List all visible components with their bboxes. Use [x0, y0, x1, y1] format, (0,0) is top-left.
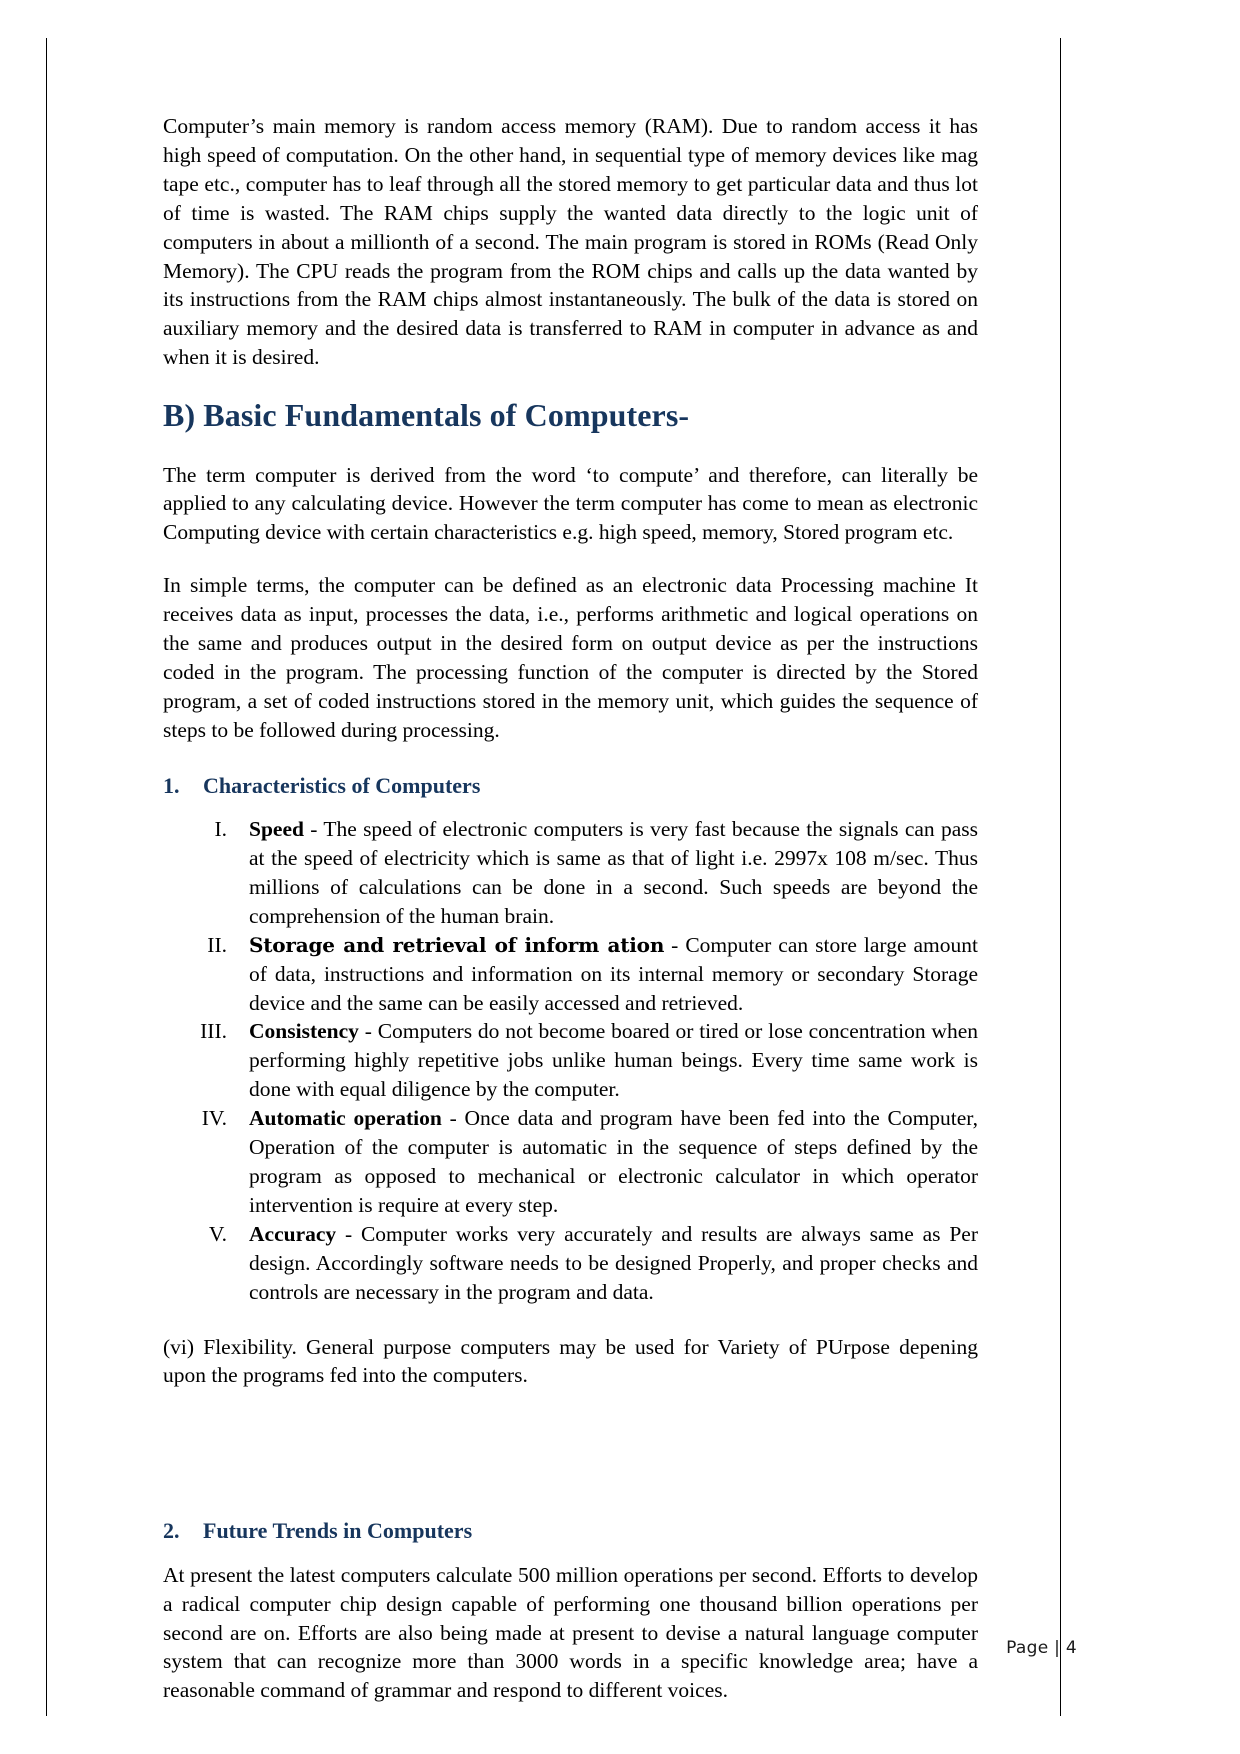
list-marker: III.: [200, 1019, 227, 1044]
subsection-heading-characteristics: [163, 773, 978, 799]
list-item-lead: Speed: [249, 817, 304, 842]
subsection-number: 2.: [163, 1518, 180, 1544]
list-item-text: - Computer can store large amount of data, instructions and information on its internal memory or secondary Storage device and the same can be easily accessed and retrieved.: [249, 932, 978, 1015]
list-item-body: [249, 1017, 978, 1104]
characteristics-list: [163, 815, 978, 1306]
list-item-body: [249, 931, 978, 1018]
section-b-paragraph-1: The term computer is derived from the word ‘to compute’ and therefore, can literally be applied to any calculating device. However the term computer has come to mean as electronic Computing device with certain characteristics e.g. high speed, memory, Stored program etc.: [163, 462, 978, 545]
spacer: [163, 1307, 978, 1333]
intro-paragraph: Computer’s main memory is random access memory (RAM). Due to random access it has high speed of computation. On the other hand, in sequential type of memory devices like mag tape etc., computer has to leaf through all the stored memory to get particular data and thus lot of time is wasted. The RAM chips supply the wanted data directly to the logic unit of computers in about a millionth of a second. The main program is stored in ROMs (Read Only Memory). The CPU reads the program from the ROM chips and calls up the data wanted by its instructions from the RAM chips almost instantaneously. The bulk of the data is stored on auxiliary memory and the desired data is transferred to RAM in computer in advance as and when it is desired.: [163, 114, 978, 370]
list-item-text: - Computers do not become boared or tired or lose concentration when performing highly repetitive jobs unlike human beings. Every time same work is done with equal diligence by the computer.: [249, 1019, 978, 1102]
subsection-title: Future Trends in Computers: [203, 1518, 473, 1544]
list-marker: V.: [208, 1221, 227, 1246]
list-item: [163, 815, 978, 931]
page-right-border-line: [1060, 38, 1061, 1716]
list-item-body: [249, 1220, 978, 1307]
list-item: [163, 1220, 978, 1307]
page-footer: Page | 4: [1006, 1638, 1077, 1658]
subsection-number: 1.: [163, 772, 180, 798]
list-marker: IV.: [201, 1106, 227, 1131]
future-trends-paragraph: At present the latest computers calculate 500 million operations per second. Efforts to develop a radical computer chip design capable of performing one thousand billion operations per second are on. Efforts are also being made at present to devise a natural language computer system that can recognize more than 3000 words in a specific knowledge area; have a reasonable command of grammar and respond to different voices.: [163, 1562, 978, 1703]
subsection-heading-future-trends: [163, 1518, 978, 1544]
list-item: [163, 1017, 978, 1104]
section-b-paragraph-2: In simple terms, the computer can be defined as an electronic data Processing machine It receives data as input, processes the data, i.e., performs arithmetic and logical operations on the same and produces output in the desired form on output device as per the instructions coded in the program. The processing function of the computer is directed by the Stored program, a set of coded instructions stored in the memory unit, which guides the sequence of steps to be followed during processing.: [163, 573, 978, 742]
spacer: [163, 1412, 978, 1490]
page-left-border-line: [46, 38, 47, 1716]
list-marker: I.: [214, 817, 227, 842]
list-item-body: [249, 1104, 978, 1220]
list-item-body: [249, 815, 978, 931]
flexibility-paragraph: (vi) Flexibility. General purpose computers may be used for Variety of PUrpose depening upon the programs fed into the computers.: [163, 1334, 978, 1388]
list-item-lead: Consistency: [249, 1019, 359, 1044]
list-item-lead: Accuracy: [249, 1221, 337, 1246]
list-marker: II.: [207, 932, 227, 957]
list-item-text: - Computer works very accurately and results are always same as Per design. Accordingly software needs to be designed Properly, and proper checks and controls are necessary in the program and data.: [249, 1221, 978, 1304]
section-heading-basic-fundamentals: B) Basic Fundamentals of Computers-: [163, 397, 690, 434]
list-item-lead: Storage and retrieval of inform ation: [249, 932, 665, 957]
list-item: [163, 1104, 978, 1220]
list-item-text: - Once data and program have been fed into the Computer, Operation of the computer is automatic in the sequence of steps defined by the program as opposed to mechanical or electronic calculator in which operator intervention is require at every step.: [249, 1106, 978, 1217]
list-item-text: - The speed of electronic computers is very fast because the signals can pass at the speed of electricity which is same as that of light i.e. 2997x 108 m/sec. Thus millions of calculations can be done in a second. Such speeds are beyond the comprehension of the human brain.: [249, 817, 978, 928]
list-item-lead: Automatic operation: [249, 1106, 442, 1131]
page-content: [163, 112, 978, 1729]
list-item: [163, 931, 978, 1018]
subsection-title: Characteristics of Computers: [203, 772, 481, 798]
